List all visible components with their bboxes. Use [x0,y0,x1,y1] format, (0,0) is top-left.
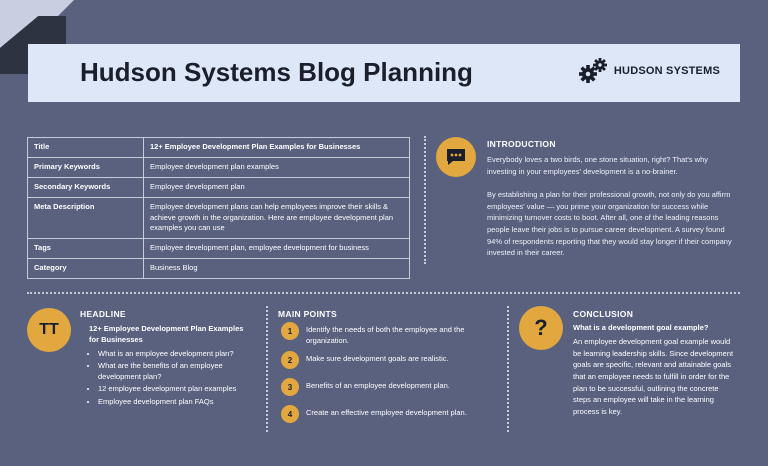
chat-bubble-icon [445,147,467,167]
table-value: Employee development plan examples [144,157,410,177]
conclusion-question: What is a development goal example? [573,323,709,332]
introduction-paragraph-1: Everybody loves a two birds, one stone situation, right? That's why investing in your employees' development is a no-brainer. [487,155,708,176]
table-value: Employee development plan, employee development for business [144,239,410,259]
blog-meta-table [27,137,410,279]
main-point-item [281,378,491,396]
brand-name: HUDSON SYSTEMS [613,65,720,77]
main-points-title: MAIN POINTS [278,309,338,319]
gears-icon [578,58,608,84]
table-value: Business Blog [144,259,410,279]
headline-title: HEADLINE [80,309,126,319]
divider-vertical [266,306,268,432]
table-row [28,259,410,279]
table-value: Employee development plans can help employees improve their skills & achieve growth in the organization. Here are employee development plan examples you can use [144,197,410,239]
main-point-item [281,405,491,423]
introduction-title: INTRODUCTION [487,139,556,149]
list-item: • 12 employee development plan examples [98,383,250,394]
divider-vertical [424,136,426,264]
list-item: • Employee development plan FAQs [98,396,250,407]
table-row [28,197,410,239]
table-value: 12+ Employee Development Plan Examples for Businesses [144,138,410,158]
brand-logo [578,58,720,84]
main-point-item [281,322,491,347]
table-row [28,177,410,197]
list-item: • What is an employee development plan? [98,348,250,359]
main-point-item [281,351,491,369]
table-row [28,239,410,259]
main-point-number: 1 [281,322,299,340]
headline-list [80,348,250,407]
headline-content [80,323,250,408]
page-title: Hudson Systems Blog Planning [80,57,473,87]
main-point-text: Make sure development goals are realistic. [306,354,449,363]
main-point-text: Identify the needs of both the employee and the organization. [306,325,465,346]
introduction-icon-circle [436,137,476,177]
conclusion-icon-circle [519,306,563,350]
table-key: Primary Keywords [28,157,144,177]
table-value: Employee development plan [144,177,410,197]
main-point-text: Benefits of an employee development plan. [306,381,450,390]
header-bar [28,44,740,102]
divider-vertical [507,306,509,432]
text-size-icon: TT [39,321,59,338]
headline-text: 12+ Employee Development Plan Examples for Businesses [89,324,244,345]
introduction-paragraph-2: By establishing a plan for their professional growth, not only do you affirm employees' value — you prime your organization for success while minimizing turnover costs to boot. After all, one of the leading reasons people leave their jobs is to pursue career development. A survey found 94% of respondents reporting that they would stay longer if their company invested in their career. [487,190,732,258]
table-key: Title [28,138,144,158]
conclusion-body: An employee development goal example would be learning leadership skills. Since development goals are specific, relevant and attainable goals that an employee needs to fulfill in order for the plan to be successful, outlining the concrete steps an employee will take in the learning process is key. [573,337,734,416]
conclusion-title: CONCLUSION [573,309,634,319]
headline-icon-circle [27,308,71,352]
table-key: Category [28,259,144,279]
divider-horizontal [27,292,740,294]
table-key: Secondary Keywords [28,177,144,197]
table-key: Tags [28,239,144,259]
list-item: • What are the benefits of an employee development plan? [98,360,250,383]
table-row [28,157,410,177]
table-row [28,138,410,158]
main-point-text: Create an effective employee development plan. [306,408,467,417]
main-point-number: 3 [281,378,299,396]
table-key: Meta Description [28,197,144,239]
main-point-number: 2 [281,351,299,369]
question-mark-icon: ? [534,315,548,340]
main-point-number: 4 [281,405,299,423]
